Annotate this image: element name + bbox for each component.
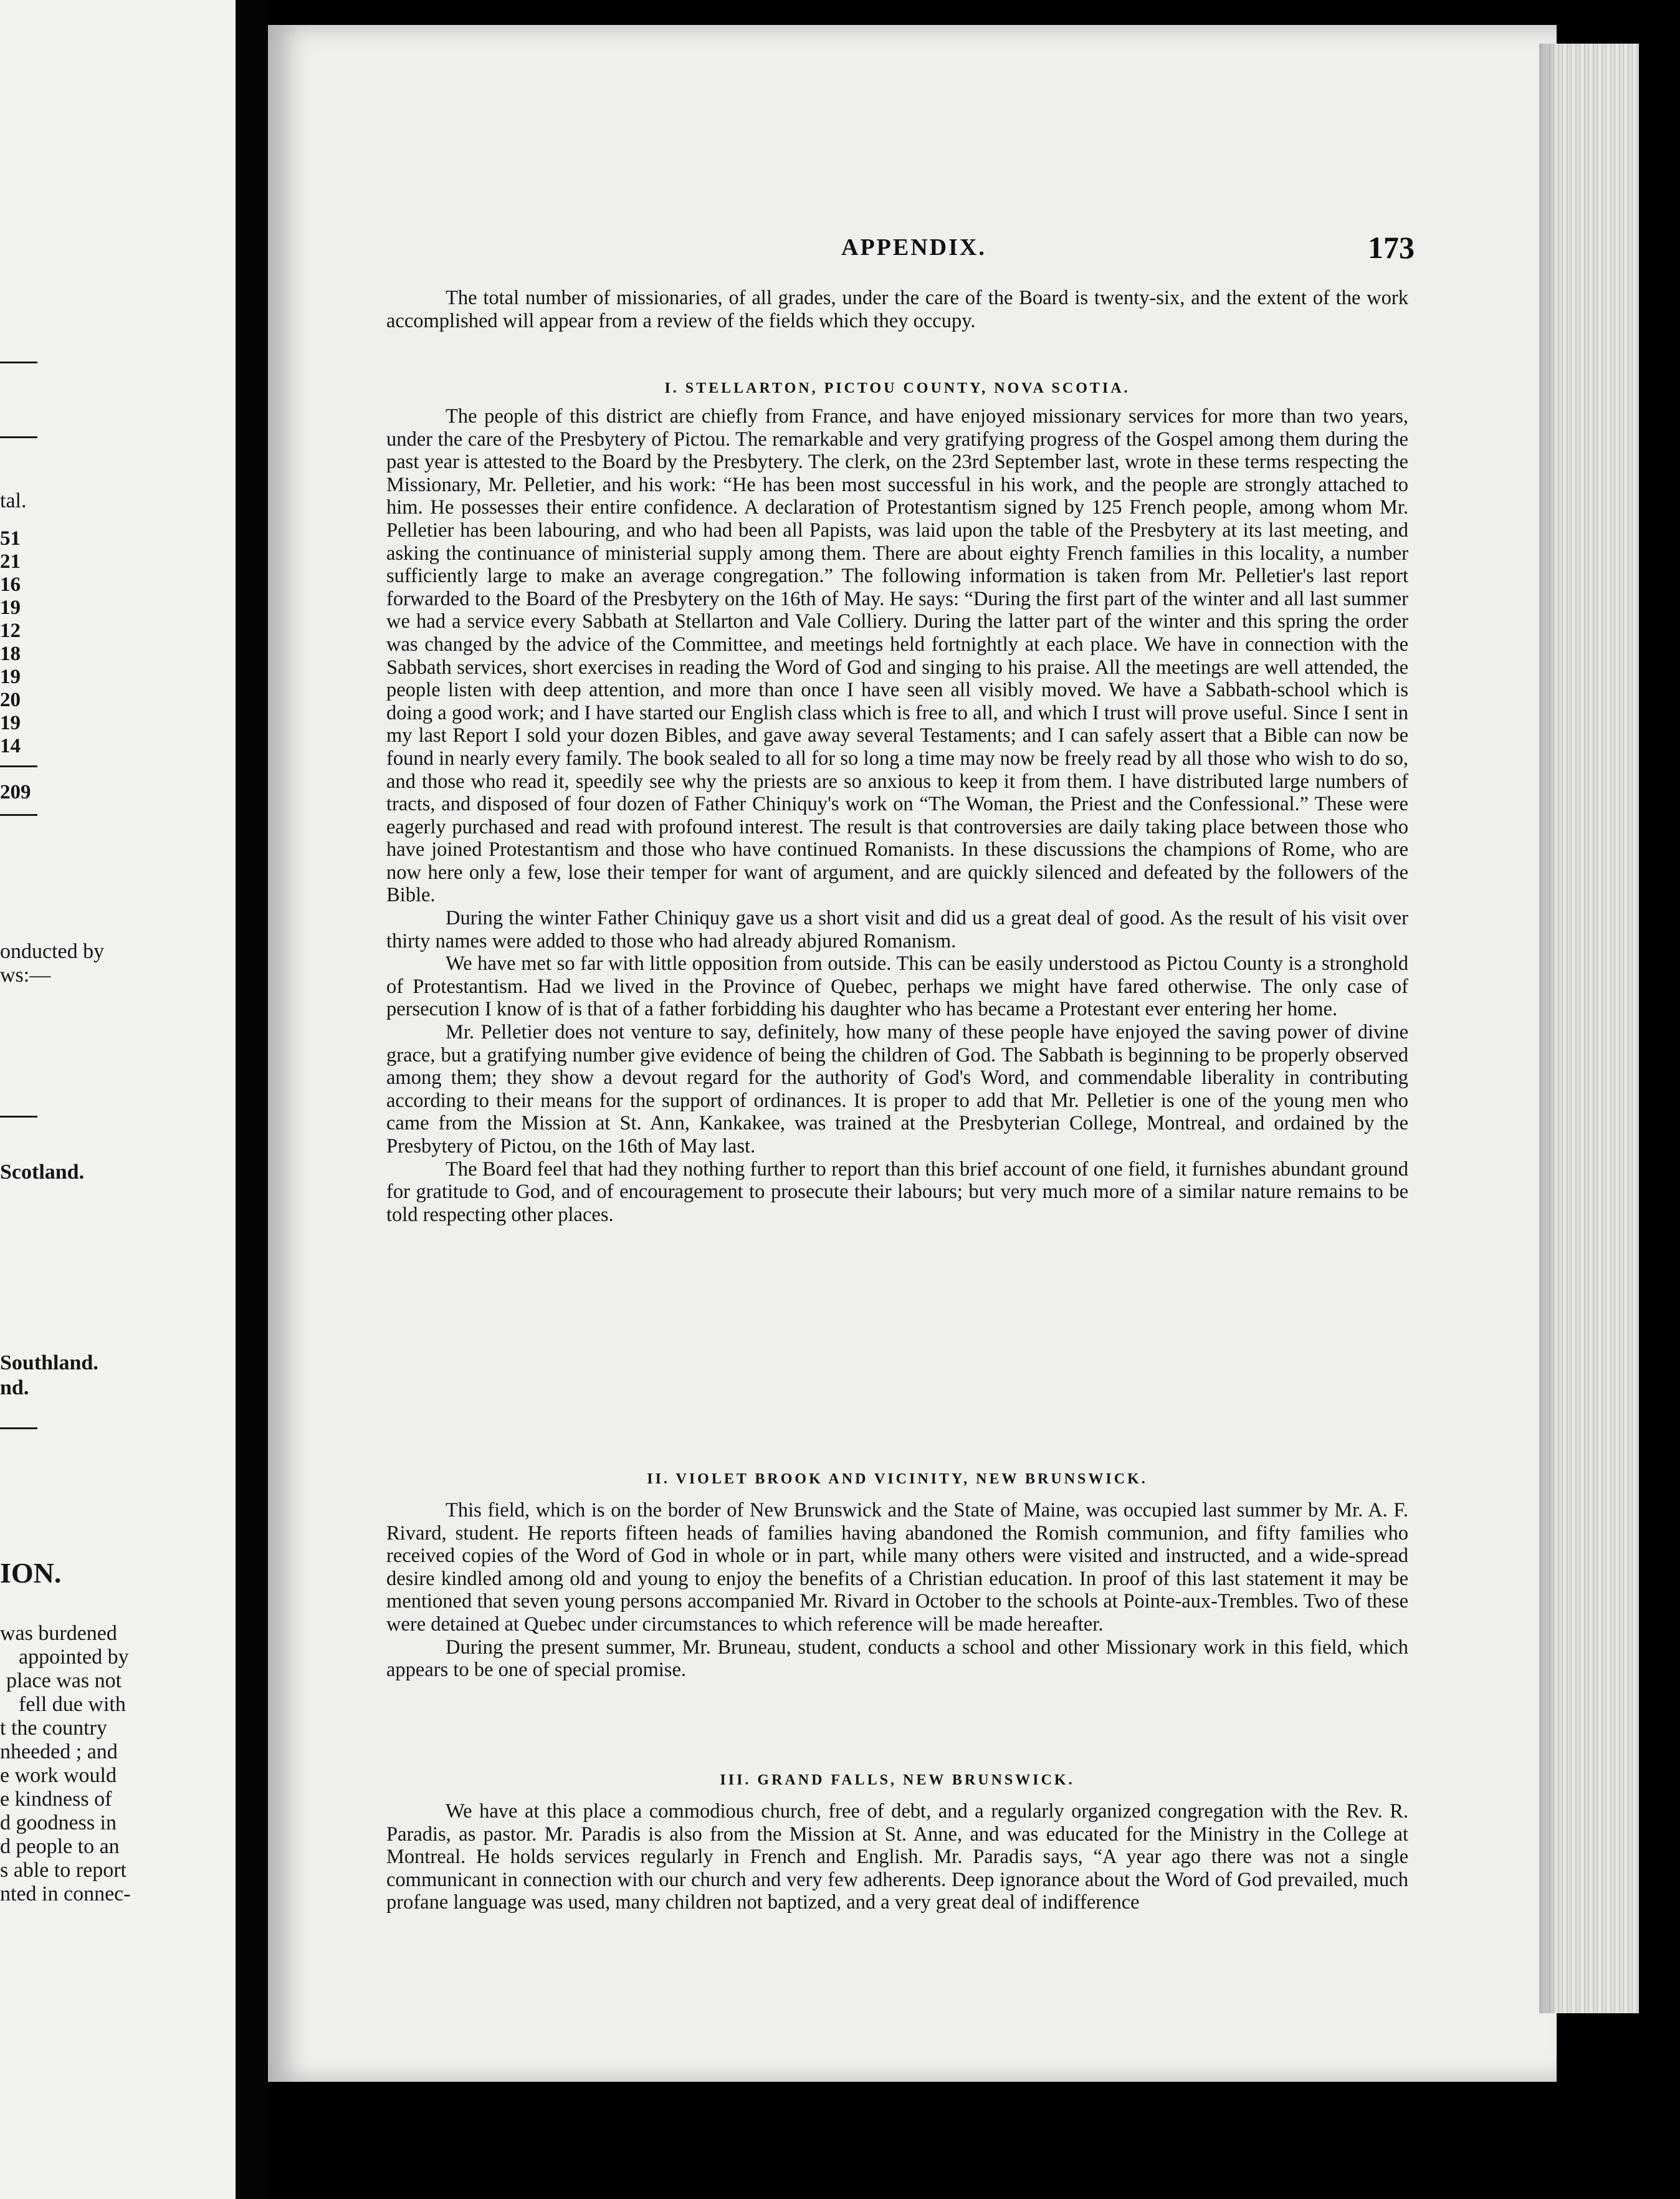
left-fragment: tal.: [0, 489, 27, 512]
paragraph: The Board feel that had they nothing further to report than this brief account of one field, it furnishes abundant ground for gratitude to God, and of encouragement to prosecute their labours; but very much more of a similar nature remains to be told respecting other places.: [386, 1157, 1408, 1226]
left-number: 51: [0, 527, 21, 550]
left-fragment: nheeded ; and: [0, 1740, 118, 1763]
left-page: [0, 0, 236, 2199]
left-heading: ION.: [0, 1557, 62, 1589]
rule: [0, 765, 37, 767]
left-fragment: e work would: [0, 1764, 117, 1787]
rule: [0, 1116, 37, 1118]
left-fragment: was burdened: [0, 1622, 117, 1645]
section-violet-brook: [386, 1499, 1408, 1682]
left-fragment: d people to an: [0, 1835, 120, 1858]
left-number: 20: [0, 689, 21, 711]
left-fragment: Scotland.: [0, 1161, 85, 1184]
page-edges-shade: [1539, 44, 1558, 2013]
left-number: 16: [0, 573, 21, 596]
paragraph: We have at this place a commodious church, free of debt, and a regularly organized congregation with the Rev. R. Paradis, as pastor. Mr. Paradis is also from the Mission at St. Anne, and was educated for the Ministry in the College at Montreal. He holds services regularly in French and English. Mr. Paradis says, “A year ago there was not a single communicant in connection with our church and very few adherents. Deep ignorance about the Word of God prevailed, much profane language was used, many children not baptized, and a very great deal of indifference: [386, 1800, 1408, 1914]
left-number: 14: [0, 735, 21, 757]
paragraph: We have met so far with little opposition from outside. This can be easily understood as Pictou County is a stronghold of Protestantism. Had we lived in the Province of Quebec, perhaps we might have fared otherwise. The only case of persecution I know of is that of a father forbidding his daughter who has became a Protestant ever entering her home.: [386, 952, 1408, 1021]
section-heading: III. GRAND FALLS, NEW BRUNSWICK.: [720, 1772, 1075, 1788]
paragraph: During the winter Father Chiniquy gave us a short visit and did us a great deal of good. As the result of his visit over thirty names were added to those who had already abjured Romanism.: [386, 907, 1408, 952]
page-edges: [1545, 44, 1639, 2013]
left-fragment: Southland.: [0, 1351, 98, 1374]
left-number: 19: [0, 712, 21, 734]
left-fragment: onducted by: [0, 940, 105, 963]
left-number: 19: [0, 666, 21, 688]
book-gutter: [236, 0, 268, 2199]
left-fragment: nted in connec-: [0, 1882, 131, 1905]
left-number: 18: [0, 643, 21, 665]
paragraph: This field, which is on the border of New Brunswick and the State of Maine, was occupied last summer by Mr. A. F. Rivard, student. He reports fifteen heads of families having abandoned the Romish communion, and fifty families who received copies of the Word of God in whole or in part, while many others were visited and instructed, and a wide-spread desire kindled among old and young to enjoy the benefits of a Christian education. In proof of this last statement it may be mentioned that seven young persons accompanied Mr. Rivard in October to the schools at Pointe-aux-Trembles. Two of these were detained at Quebec under circumstances to which reference will be made hereafter.: [386, 1499, 1408, 1636]
running-header: APPENDIX.: [841, 234, 986, 261]
left-fragment: ws:—: [0, 964, 51, 987]
left-fragment: fell due with: [19, 1693, 126, 1716]
rule: [0, 814, 37, 816]
intro-paragraph: [386, 287, 1408, 332]
section-grand-falls: [386, 1800, 1408, 1914]
left-fragment: d goodness in: [0, 1811, 117, 1834]
left-fragment: s able to report: [0, 1859, 126, 1882]
rule: [0, 362, 37, 363]
section-stellarton: [386, 405, 1408, 1226]
section-heading: II. VIOLET BROOK AND VICINITY, NEW BRUNSWICK.: [647, 1471, 1148, 1487]
left-number: 12: [0, 620, 21, 642]
left-fragment: e kindness of: [0, 1788, 112, 1811]
paragraph: Mr. Pelletier does not venture to say, definitely, how many of these people have enjoyed the saving power of divine grace, but a gratifying number give evidence of being the children of God. The Sabbath is beginning to be properly observed among them; they show a devout regard for the authority of God's Word, and commendable liberality in contributing according to their means for the support of ordinances. It is proper to add that Mr. Pelletier is one of the young men who came from the Mission at St. Ann, Kankakee, was trained at the Presbyterian College, Montreal, and ordained by the Presbytery of Pictou, on the 16th of May last.: [386, 1021, 1408, 1157]
left-number: 19: [0, 596, 21, 619]
rule: [0, 436, 37, 438]
paragraph: The total number of missionaries, of all grades, under the care of the Board is twenty-six, and the extent of the work accomplished will appear from a review of the fields which they occupy.: [386, 287, 1408, 332]
paragraph: During the present summer, Mr. Bruneau, student, conducts a school and other Missionary work in this field, which appears to be one of special promise.: [386, 1636, 1408, 1682]
left-fragment: appointed by: [19, 1646, 129, 1669]
left-total: 209: [0, 781, 31, 803]
left-fragment: place was not: [6, 1669, 122, 1692]
left-fragment: t the country: [0, 1717, 107, 1740]
page-number: 173: [1368, 230, 1415, 265]
rule: [0, 1427, 37, 1429]
left-number: 21: [0, 550, 21, 573]
paragraph: The people of this district are chiefly from France, and have enjoyed missionary services for more than two years, under the care of the Presbytery of Pictou. The remarkable and very gratifying progress of the Gospel among them during the past year is attested to the Board by the Presbytery. The clerk, on the 23rd September last, wrote in these terms respecting the Missionary, Mr. Pelletier, and his work: “He has been most successful in his work, and the people are strongly attached to him. He possesses their entire confidence. A declaration of Protestantism signed by 125 French people, among whom Mr. Pelletier has been labouring, and who had been all Papists, was laid upon the table of the Presbytery at its last meeting, and asking the continuance of ministerial supply among them. There are about eighty French families in this locality, a number sufficiently large to make an average congregation.” The following information is taken from Mr. Pelletier's last report forwarded to the Board of the Presbytery on the 16th of May. He says: “During the first part of the winter and all last summer we had a service every Sabbath at Stellarton and Vale Colliery. During the latter part of the winter and this spring the order was changed by the advice of the Committee, and meetings held fortnightly at each place. We have in connection with the Sabbath services, short exercises in reading the Word of God and singing to his praise. All the meetings are well attended, the people listen with deep attention, and more than once I have seen all visibly moved. We have a Sabbath-school which is doing a good work; and I have started our English class which is free to all, and which I trust will prove useful. Since I sent in my last Report I sold your dozen Bibles, and gave away several Testaments; and I can safely assert that a Bible can now be found in nearly every family. The book sealed to all for so long a time may now be freely read by all those who wish to do so, and those who read it, speedily see why the priests are so anxious to keep it from them. I have distributed large numbers of tracts, and disposed of four dozen of Father Chiniquy's work on “The Woman, the Priest and the Confessional.” These were eagerly purchased and read with profound interest. The result is that controversies are daily taking place between those who have joined Protestantism and those who have continued Romanists. In these discussions the champions of Rome, who are now here only a few, lose their temper for want of argument, and are quickly silenced and defeated by the followers of the Bible.: [386, 405, 1408, 907]
left-fragment: nd.: [0, 1376, 29, 1399]
section-heading: I. STELLARTON, PICTOU COUNTY, NOVA SCOTIA.: [664, 380, 1130, 396]
